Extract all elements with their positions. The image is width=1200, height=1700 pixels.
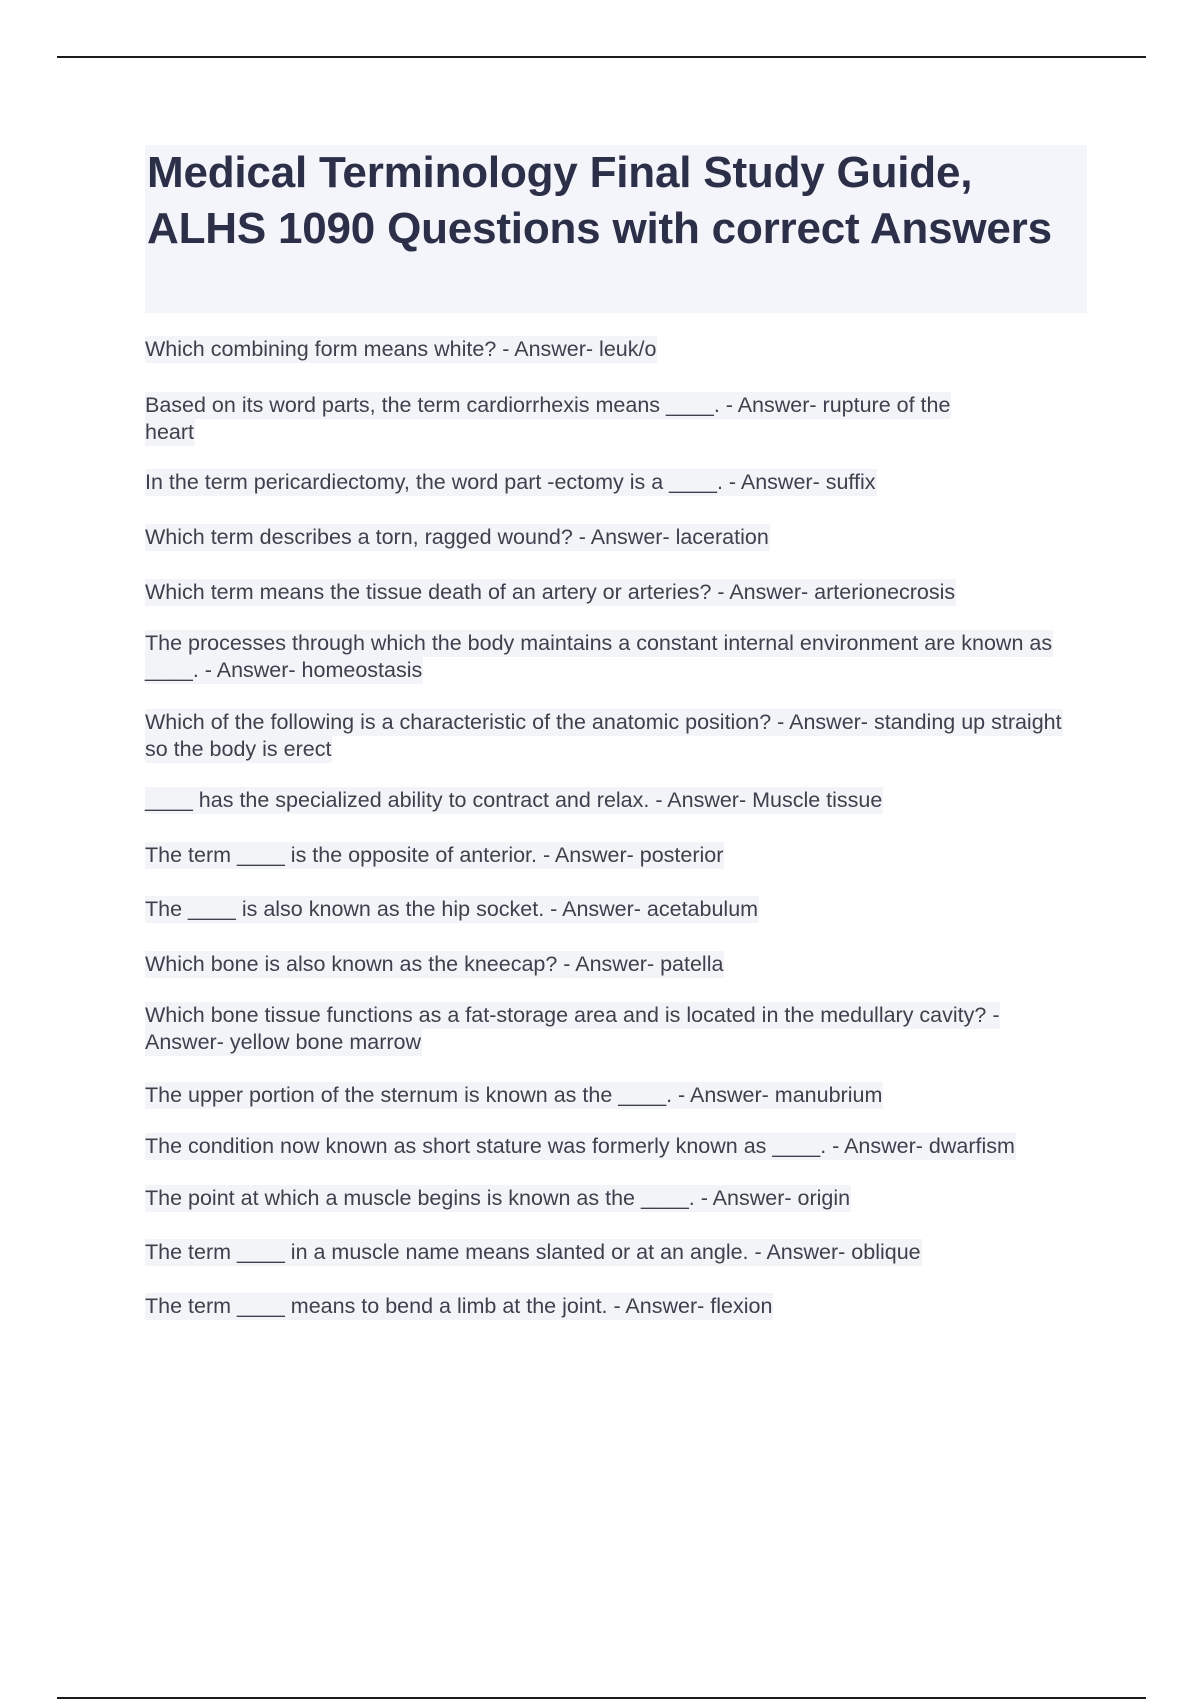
qa-item	[145, 392, 1005, 446]
question-answer-list	[145, 336, 1065, 1320]
qa-text: The condition now known as short stature was formerly known as ____. - Answer- dwarfism	[145, 1134, 1015, 1158]
qa-text: The ____ is also known as the hip socket. - Answer- acetabulum	[145, 897, 759, 921]
qa-text: The term ____ in a muscle name means slanted or at an angle. - Answer- oblique	[145, 1240, 921, 1264]
qa-text: Which bone is also known as the kneecap? - Answer- patella	[145, 952, 724, 976]
qa-item	[145, 1185, 1065, 1212]
qa-item	[145, 630, 1065, 684]
qa-item	[145, 579, 1065, 606]
bottom-page-rule	[57, 1697, 1146, 1699]
qa-item	[145, 787, 1065, 814]
qa-text: Which term means the tissue death of an artery or arteries? - Answer- arterionecrosis	[145, 580, 956, 604]
qa-text: The point at which a muscle begins is known as the ____. - Answer- origin	[145, 1186, 851, 1210]
qa-item	[145, 336, 1065, 363]
qa-item	[145, 1002, 1025, 1056]
qa-item	[145, 1239, 1065, 1266]
top-page-rule	[57, 56, 1146, 58]
qa-text: Which term describes a torn, ragged wound? - Answer- laceration	[145, 525, 769, 549]
qa-text: Which combining form means white? - Answer- leuk/o	[145, 337, 657, 361]
qa-item	[145, 469, 1065, 496]
qa-item	[145, 709, 1065, 763]
qa-item	[145, 1293, 1065, 1320]
qa-item	[145, 842, 1065, 869]
qa-text: The upper portion of the sternum is known as the ____. - Answer- manubrium	[145, 1083, 883, 1107]
qa-text: Which bone tissue functions as a fat-storage area and is located in the medullary cavity? - Answer- yellow bone marrow	[145, 1003, 1000, 1054]
qa-text: The term ____ is the opposite of anterior. - Answer- posterior	[145, 843, 724, 867]
qa-text: ____ has the specialized ability to contract and relax. - Answer- Muscle tissue	[145, 788, 883, 812]
qa-text: The term ____ means to bend a limb at the joint. - Answer- flexion	[145, 1294, 773, 1318]
qa-item	[145, 896, 1065, 923]
qa-item	[145, 524, 1065, 551]
qa-text: The processes through which the body maintains a constant internal environment are known as ____. - Answer- homeostasis	[145, 631, 1053, 682]
title-block	[145, 145, 1087, 313]
qa-item	[145, 1082, 1065, 1109]
qa-text: Based on its word parts, the term cardiorrhexis means ____. - Answer- rupture of the heart	[145, 393, 951, 444]
qa-text: Which of the following is a characteristic of the anatomic position? - Answer- standing up straight so the body is erect	[145, 710, 1062, 761]
document-title: Medical Terminology Final Study Guide, ALHS 1090 Questions with correct Answers	[147, 148, 1052, 253]
qa-item	[145, 951, 1065, 978]
qa-item	[145, 1133, 1035, 1160]
qa-text: In the term pericardiectomy, the word part -ectomy is a ____. - Answer- suffix	[145, 470, 876, 494]
